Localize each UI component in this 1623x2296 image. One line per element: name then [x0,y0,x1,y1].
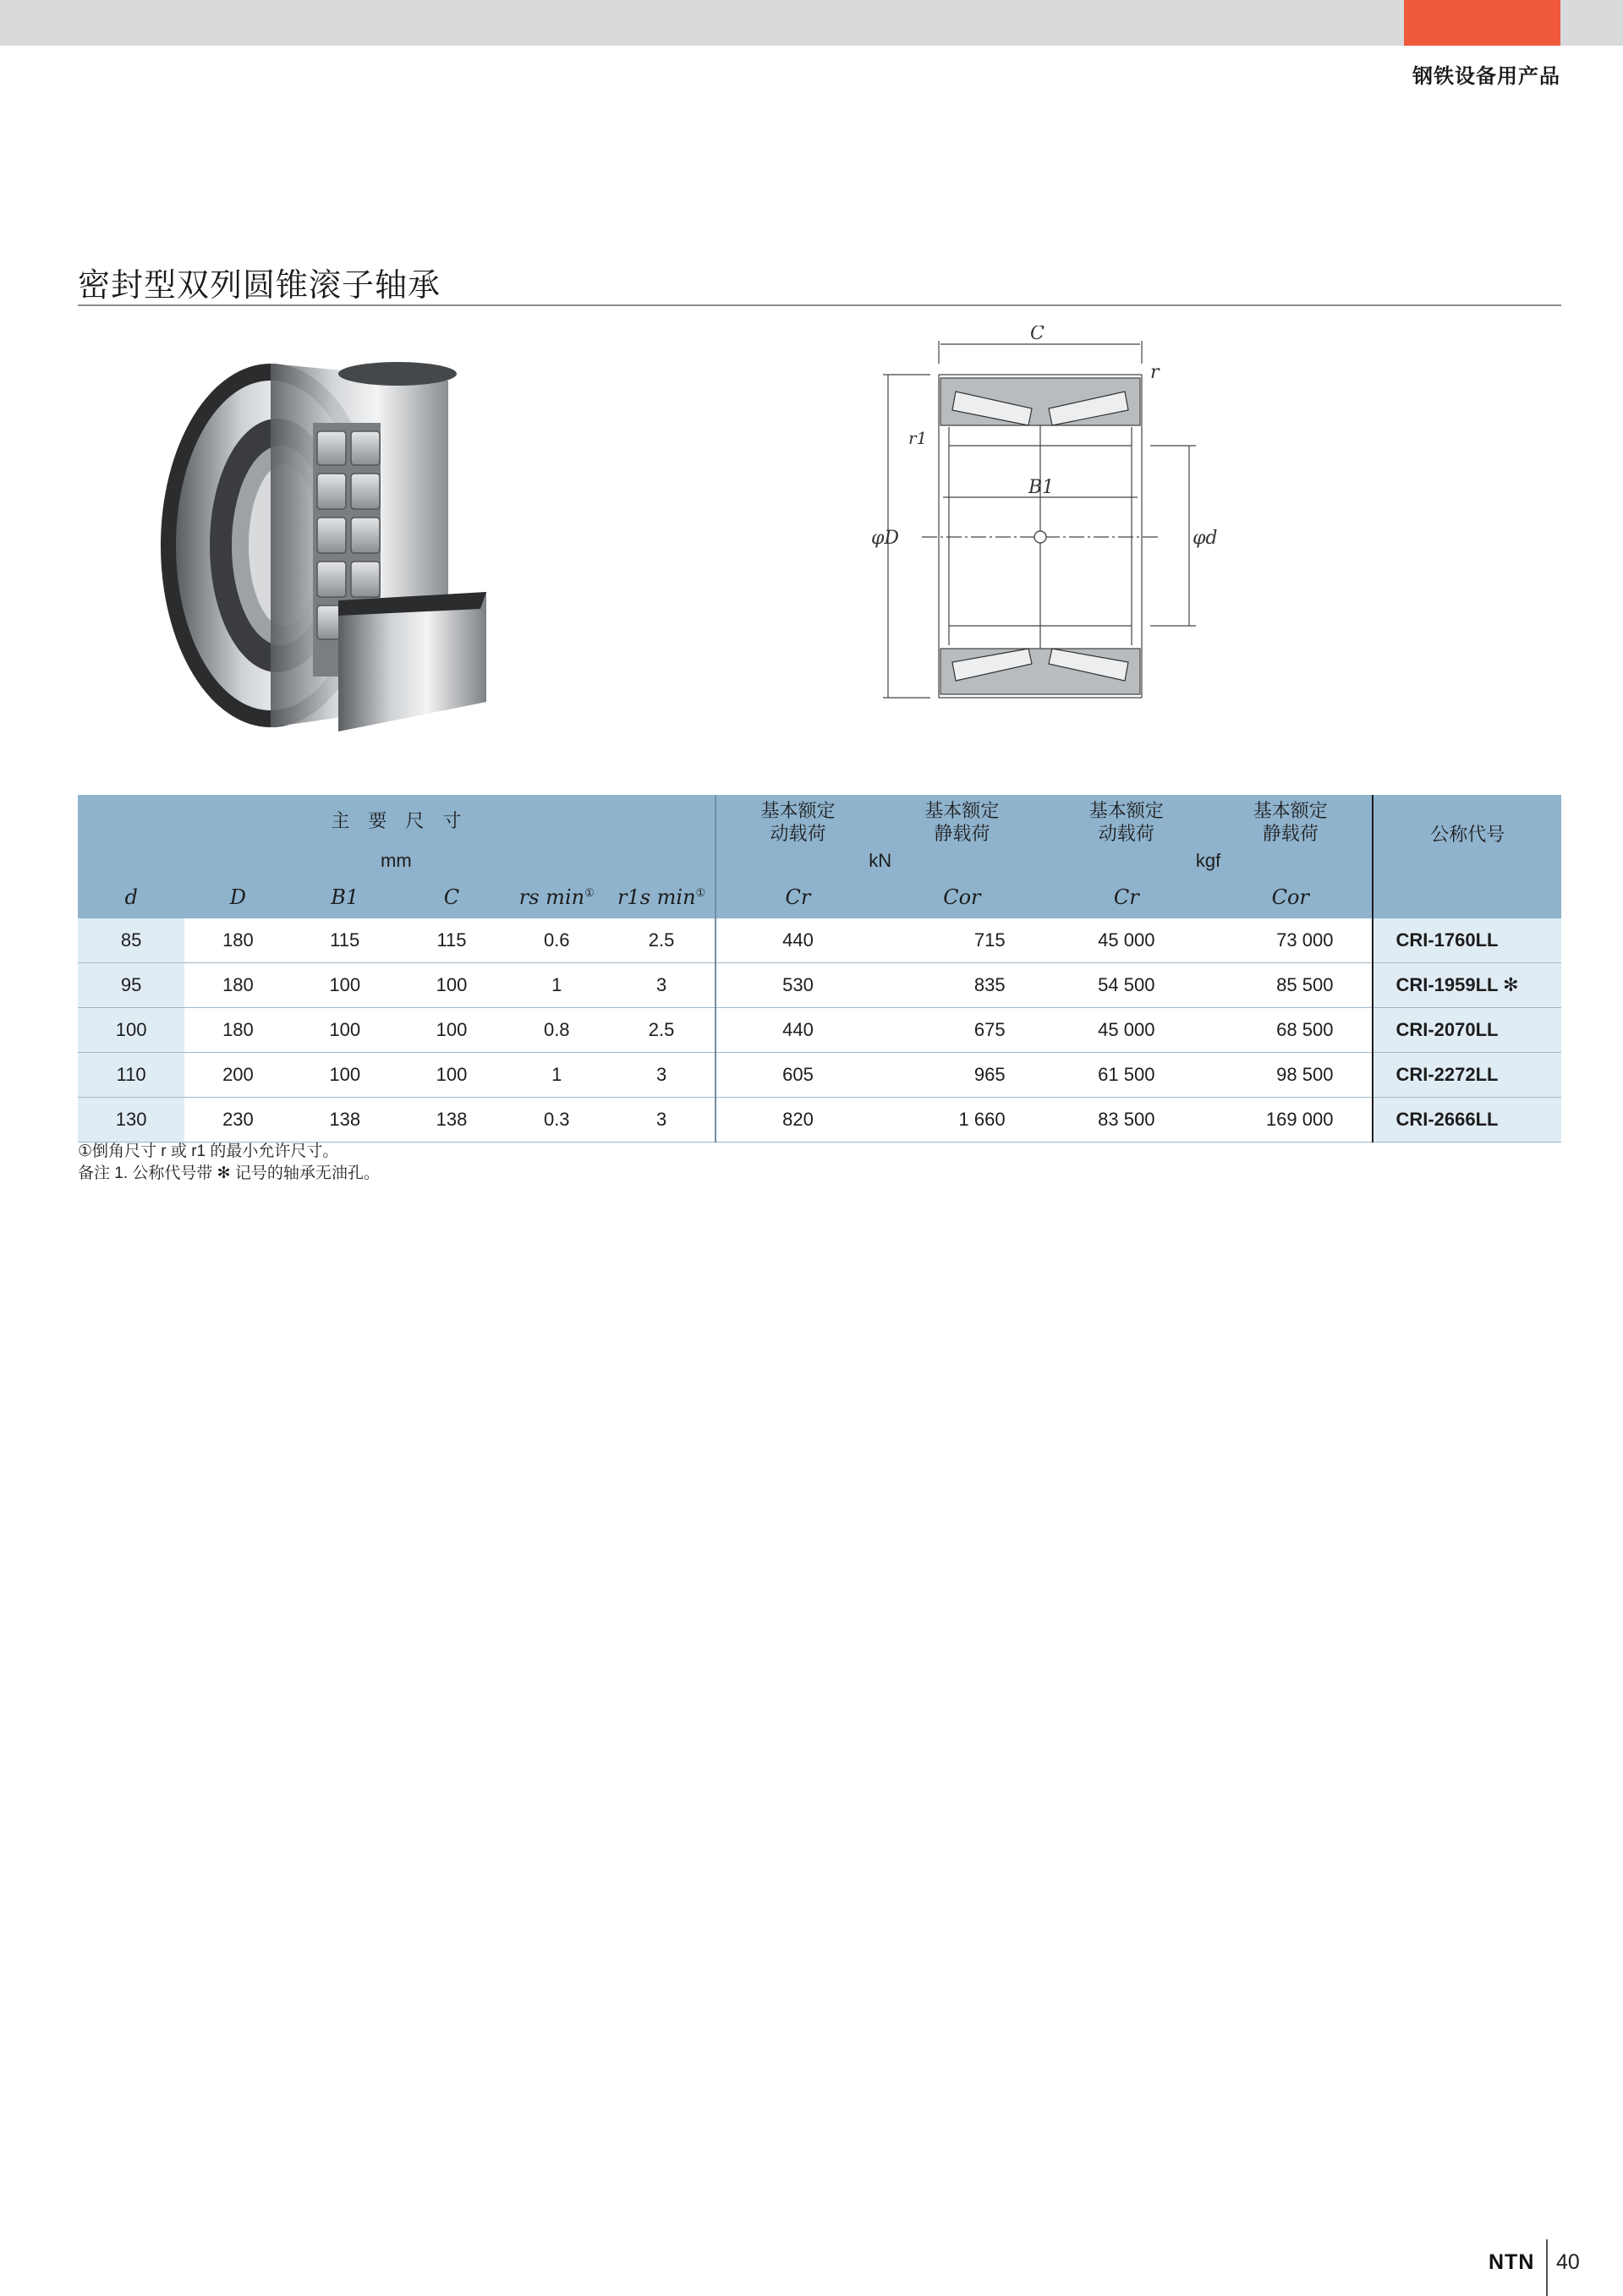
cell-d: 95 [78,963,184,1008]
cell-rs: 1 [505,1053,608,1098]
page-title: 密封型双列圆锥滚子轴承 [78,268,441,304]
cell-cr-kn: 605 [716,1053,880,1098]
unit-mm: mm [78,846,716,876]
header-main-dimensions: 主 要 尺 寸 [78,795,716,846]
brand-logo: NTN [1489,2250,1535,2274]
cell-cor-kn: 1 660 [880,1098,1044,1143]
header-code: 公称代号 [1373,795,1561,918]
cell-B1: 100 [292,1053,398,1098]
label-r1: r1 [908,428,928,448]
top-bar [0,0,1623,46]
cell-rs: 0.8 [505,1008,608,1053]
cell-d: 100 [78,1008,184,1053]
cell-r1s: 3 [608,963,715,1008]
label-r: r [1150,362,1160,383]
footnote-remark: 备注 1. 公称代号带 ✻ 记号的轴承无油孔。 [78,1164,380,1182]
title-divider [78,304,1561,306]
cell-B1: 100 [292,1008,398,1053]
cell-B1: 100 [292,963,398,1008]
cell-cor-kgf: 169 000 [1209,1098,1373,1143]
cell-cr-kgf: 54 500 [1045,963,1209,1008]
cell-cr-kn: 440 [716,918,880,963]
cell-cr-kn: 820 [716,1098,880,1143]
cell-cr-kgf: 45 000 [1045,918,1209,963]
cell-B1: 138 [292,1098,398,1143]
header-static-kgf: 基本额定 静载荷 [1209,795,1373,846]
unit-kN: kN [716,846,1045,876]
footnote-chamfer: ①倒角尺寸 r 或 r1 的最小允许尺寸。 [78,1143,339,1160]
cell-cr-kgf: 83 500 [1045,1098,1209,1143]
table-row [78,1098,1561,1143]
cell-cor-kn: 965 [880,1053,1044,1098]
cell-D: 230 [184,1098,291,1143]
cell-D: 180 [184,918,291,963]
cell-cor-kgf: 68 500 [1209,1008,1373,1053]
label-phid: φd [1193,528,1218,549]
cell-rs: 0.3 [505,1098,608,1143]
cell-code: CRI-2272LL [1373,1053,1561,1098]
cell-cor-kn: 675 [880,1008,1044,1053]
cell-d: 85 [78,918,184,963]
cell-cor-kn: 715 [880,918,1044,963]
cell-d: 130 [78,1098,184,1143]
cell-D: 200 [184,1053,291,1098]
cell-code: CRI-1959LL ✻ [1373,963,1561,1008]
sym-C: C [398,876,505,918]
table-row [78,1008,1561,1053]
cell-r1s: 2.5 [608,1008,715,1053]
cell-rs: 1 [505,963,608,1008]
footer-divider [1546,2239,1548,2296]
label-B1: B1 [1028,477,1055,498]
cell-r1s: 3 [608,1053,715,1098]
cell-C: 100 [398,1008,505,1053]
accent-block [1404,0,1560,46]
section-drawing [871,326,1252,715]
bearing-photo [144,347,507,744]
unit-kgf: kgf [1045,846,1374,876]
page-number: 40 [1556,2250,1580,2274]
cell-cr-kn: 530 [716,963,880,1008]
header-dynamic-kN: 基本额定 动载荷 [716,795,880,846]
cell-code: CRI-2666LL [1373,1098,1561,1143]
label-C: C [1030,326,1045,344]
sym-B1: B1 [292,876,398,918]
table-row [78,1053,1561,1098]
sym-Cr-kgf: Cr [1045,876,1209,918]
cell-C: 115 [398,918,505,963]
category-label: 钢铁设备用产品 [1412,65,1560,88]
cell-cor-kgf: 73 000 [1209,918,1373,963]
cell-cor-kgf: 98 500 [1209,1053,1373,1098]
cell-rs: 0.6 [505,918,608,963]
cell-code: CRI-2070LL [1373,1008,1561,1053]
cell-C: 100 [398,963,505,1008]
sym-Cor-kN: Cor [880,876,1044,918]
table-row [78,918,1561,963]
cell-D: 180 [184,963,291,1008]
sym-D: D [184,876,291,918]
sym-Cor-kgf: Cor [1209,876,1373,918]
sym-rs-min: rs min① [505,876,608,918]
cell-cr-kgf: 61 500 [1045,1053,1209,1098]
cell-cor-kgf: 85 500 [1209,963,1373,1008]
cell-C: 100 [398,1053,505,1098]
sym-r1s-min: r1s min① [608,876,715,918]
sym-d: d [78,876,184,918]
header-dynamic-kgf: 基本额定 动载荷 [1045,795,1209,846]
cell-cr-kn: 440 [716,1008,880,1053]
sym-Cr-kN: Cr [716,876,880,918]
cell-r1s: 2.5 [608,918,715,963]
cell-D: 180 [184,1008,291,1053]
cell-cor-kn: 835 [880,963,1044,1008]
cell-B1: 115 [292,918,398,963]
cell-d: 110 [78,1053,184,1098]
table-row [78,963,1561,1008]
cell-code: CRI-1760LL [1373,918,1561,963]
label-phiD: φD [871,528,900,549]
cell-C: 138 [398,1098,505,1143]
header-static-kN: 基本额定 静载荷 [880,795,1044,846]
cell-r1s: 3 [608,1098,715,1143]
cell-cr-kgf: 45 000 [1045,1008,1209,1053]
spec-table [78,795,1561,1143]
